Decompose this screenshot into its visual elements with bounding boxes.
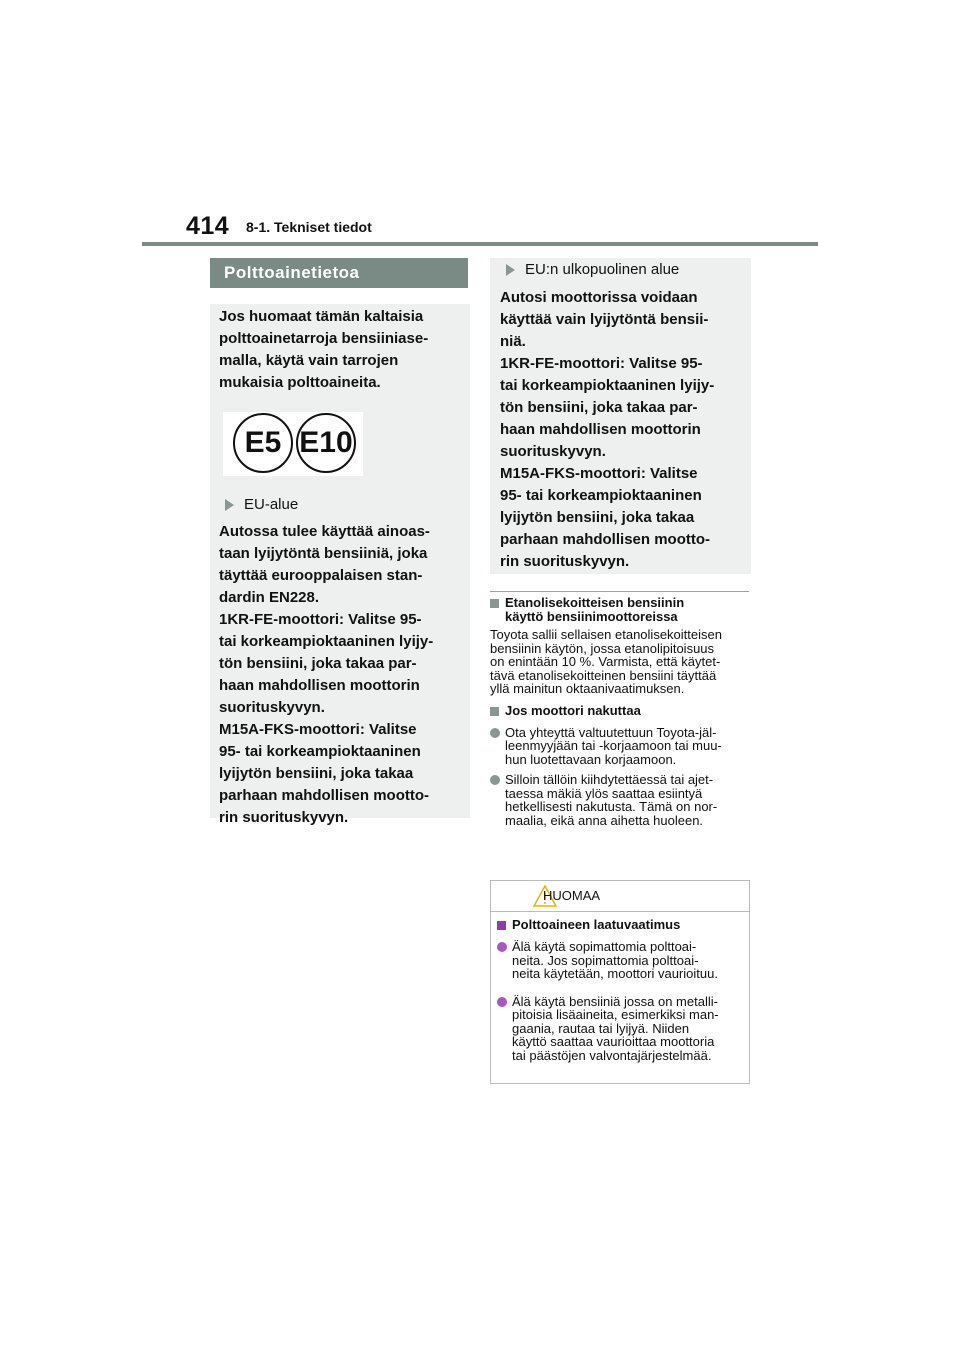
notice-box	[490, 880, 750, 1084]
fuel-labels-image	[223, 412, 363, 476]
circle-bullet-icon	[490, 728, 500, 738]
intro-text: Jos huomaat tämän kaltaisia polttoainetarroja bensiiniase- malla, käytä vain tarrojen mukaisia polttoaineita.	[219, 308, 429, 391]
region-heading-eu: EU-alue	[219, 495, 470, 515]
list-item: Älä käytä sopimattomia polttoai- neita. Jos sopimattomia polttoai- neita käytetään, moottori vaurioituu.	[497, 940, 749, 981]
knock-heading: Jos moottori nakuttaa	[490, 704, 750, 718]
list-item: Silloin tällöin kiihdytettäessä tai ajet- taessa mäkiä ylös saattaa esiintyä hetkellisesti nakutusta. Tämä on nor- maalia, eikä anna aihetta huoleen.	[490, 773, 750, 827]
non-eu-region-text: Autosi moottorissa voidaan käyttää vain lyijytöntä bensii- niä. 1KR-FE-moottori: Valitse 95- tai korkeampioktaaninen lyijy- tön bensiini, joka takaa par- haan mahdollisen moottorin suorituskyvyn. M15A-FKS-moottori: Valitse 95- tai korkeampioktaaninen lyijytön bensiini, joka takaa parhaan mahdollisen mootto- rin suorituskyvyn.	[500, 289, 715, 570]
header-divider	[142, 242, 818, 246]
topic-title-bar	[210, 258, 468, 288]
fuel-label-e5: E5	[233, 413, 293, 473]
notice-title: HUOMAA	[543, 888, 601, 903]
list-item: Ota yhteyttä valtuutettuun Toyota-jäl- leenmyyjään tai -korjaamoon tai muu- hun luotettavaan korjaamoon.	[490, 726, 750, 767]
notice-heading: Polttoaineen laatuvaatimus	[497, 918, 749, 932]
eu-region-text: Autossa tulee käyttää ainoas- taan lyijytöntä bensiiniä, joka täyttää eurooppalaisen stan- dardin EN228. 1KR-FE-moottori: Valitse 95- tai korkeampioktaaninen lyijy- tön bensiini, joka takaa par- haan mahdollisen moottorin suorituskyvyn. M15A-FKS-moottori: Valitse 95- tai korkeampioktaaninen lyijytön bensiini, joka takaa parhaan mahdollisen mootto- rin suorituskyvyn.	[219, 523, 434, 826]
triangle-bullet-icon	[225, 499, 234, 511]
non-eu-box	[490, 258, 751, 574]
ethanol-heading: Etanolisekoitteisen bensiinin käyttö bensiinimoottoreissa	[490, 596, 750, 624]
page-number: 414	[186, 212, 230, 240]
square-bullet-icon	[490, 707, 499, 716]
region-heading-non-eu: EU:n ulkopuolinen alue	[500, 260, 751, 280]
fuel-label-e10: E10	[296, 413, 356, 473]
topic-title: Polttoainetietoa	[224, 263, 360, 282]
ethanol-section	[490, 596, 750, 827]
circle-bullet-icon	[490, 775, 500, 785]
section-title: 8-1. Tekniset tiedot	[246, 219, 372, 235]
triangle-bullet-icon	[506, 264, 515, 276]
circle-bullet-icon	[497, 997, 507, 1007]
section-divider	[490, 591, 749, 592]
notice-header	[491, 881, 749, 912]
square-bullet-icon	[497, 921, 506, 930]
ethanol-text: Toyota sallii sellaisen etanolisekoitteisen bensiinin käytön, jossa etanolipitoisuus on enintään 10 %. Varmista, että käytet- tävä etanolisekoitteinen bensiini täyttää yllä mainitun oktaanivaatimuksen.	[490, 627, 722, 696]
list-item: Älä käytä bensiiniä jossa on metalli- pitoisia lisäaineita, esimerkiksi man- gaania, rautaa tai lyijyä. Niiden käyttö saattaa vaurioittaa moottoria tai päästöjen valvontajärjestelmää.	[497, 995, 749, 1063]
square-bullet-icon	[490, 599, 499, 608]
fuel-info-box	[210, 304, 470, 826]
page-header	[0, 0, 960, 250]
circle-bullet-icon	[497, 942, 507, 952]
